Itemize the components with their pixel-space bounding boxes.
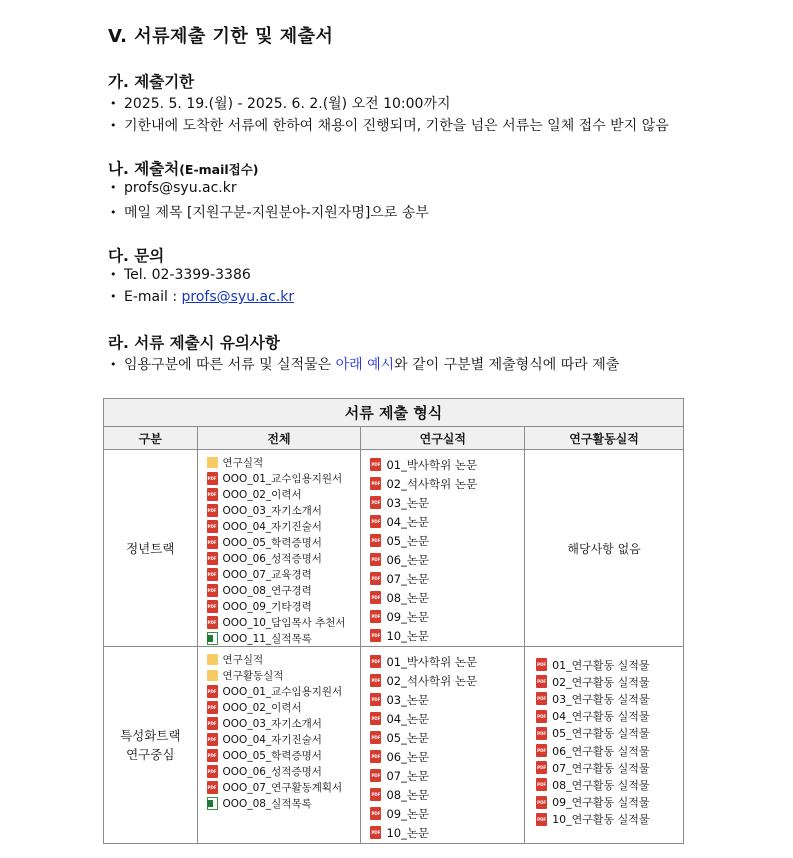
pdf-icon (370, 515, 381, 528)
submission-format-table (103, 398, 684, 844)
file-name: 06_논문 (386, 552, 430, 567)
pdf-icon (370, 807, 381, 820)
file-list-item (207, 747, 361, 763)
pdf-icon (536, 813, 547, 826)
file-list-item (536, 656, 683, 673)
file-list-item (370, 474, 524, 493)
file-name: 02_연구활동 실적물 (552, 675, 650, 689)
pdf-icon (536, 658, 547, 671)
pdf-icon (370, 477, 381, 490)
row-category-cell (104, 450, 198, 647)
header-all: 전체 (197, 427, 361, 450)
file-list-item (207, 651, 361, 667)
file-list-item (536, 673, 683, 690)
header-research: 연구실적 (361, 427, 525, 450)
research-files-cell (361, 450, 525, 647)
submission-heading-suffix: (E-mail접수) (179, 162, 259, 177)
contact-email-link[interactable]: profs@syu.ac.kr (181, 289, 295, 305)
category-tenure-track: 정년트랙 (126, 540, 175, 556)
file-name: 09_연구활동 실적물 (552, 796, 650, 810)
activity-files-cell (525, 647, 684, 844)
pdf-icon (536, 675, 547, 688)
pdf-icon (207, 472, 218, 485)
file-name: 08_논문 (386, 787, 430, 802)
pdf-icon (536, 727, 547, 740)
pdf-icon (370, 712, 381, 725)
file-list-item (207, 614, 361, 630)
pdf-icon (370, 591, 381, 604)
file-name: OOO_09_기타경력 (222, 600, 312, 613)
file-list-item (207, 534, 361, 550)
pdf-icon (207, 616, 218, 629)
file-name: 05_논문 (386, 730, 430, 745)
file-name: 04_논문 (386, 711, 430, 726)
pdf-icon (370, 655, 381, 668)
file-list (361, 450, 524, 645)
pdf-icon (370, 458, 381, 471)
pdf-icon (370, 769, 381, 782)
file-list-item (370, 785, 524, 804)
pdf-icon (207, 765, 218, 778)
file-list-item (207, 763, 361, 779)
file-list-item (536, 759, 683, 776)
file-list-item (207, 486, 361, 502)
folder-icon (207, 670, 218, 681)
pdf-icon (207, 600, 218, 613)
all-files-cell (197, 450, 361, 647)
file-list-item (370, 626, 524, 645)
file-list-item (207, 699, 361, 715)
bullet-dot-icon: • (110, 206, 117, 219)
file-name: 연구실적 (222, 456, 264, 469)
file-name: 연구실적 (222, 653, 264, 666)
activity-cell (525, 450, 684, 647)
file-list-item (207, 502, 361, 518)
file-name: 01_연구활동 실적물 (552, 658, 650, 672)
file-name: 01_박사학위 논문 (386, 654, 478, 669)
submission-heading (108, 157, 259, 179)
notes-bullet (110, 354, 619, 374)
file-name: 10_연구활동 실적물 (552, 813, 650, 827)
pdf-icon (536, 778, 547, 791)
pdf-icon (207, 584, 218, 597)
notes-heading: 라. 서류 제출시 유의사항 (108, 334, 280, 352)
pdf-icon (536, 710, 547, 723)
pdf-icon (207, 685, 218, 698)
file-list-item (370, 766, 524, 785)
file-name: OOO_03_자기소개서 (222, 504, 322, 517)
file-name: OOO_11_실적목록 (222, 632, 312, 645)
file-name: OOO_05_학력증명서 (222, 536, 322, 549)
file-name: 05_연구활동 실적물 (552, 727, 650, 741)
file-list-item (536, 742, 683, 759)
pdf-icon (370, 674, 381, 687)
pdf-icon (370, 731, 381, 744)
pdf-icon (207, 568, 218, 581)
pdf-icon (536, 744, 547, 757)
file-name: OOO_05_학력증명서 (222, 749, 322, 762)
file-list-item (370, 455, 524, 474)
file-name: 07_논문 (386, 571, 430, 586)
contact-tel-text: Tel. 02-3399-3386 (124, 267, 251, 283)
file-name: OOO_08_실적목록 (222, 797, 312, 810)
pdf-icon (207, 717, 218, 730)
pdf-icon (370, 693, 381, 706)
file-name: 09_논문 (386, 609, 430, 624)
bullet-dot-icon: • (110, 181, 117, 194)
file-name: OOO_10_담임목사 추천서 (222, 616, 346, 629)
file-name: 09_논문 (386, 806, 430, 821)
section-title: V. 서류제출 기한 및 제출서 (108, 26, 334, 47)
pdf-icon (207, 488, 218, 501)
file-list-item (370, 531, 524, 550)
file-list-item (370, 607, 524, 626)
deadline-bullet (110, 115, 669, 135)
category-research-focus: 연구중심 (126, 747, 175, 762)
file-list-item (207, 582, 361, 598)
excel-icon (207, 797, 218, 810)
table-caption: 서류 제출 형식 (104, 399, 684, 427)
file-name: 05_논문 (386, 533, 430, 548)
file-list-item (207, 715, 361, 731)
file-name: OOO_08_연구경력 (222, 584, 312, 597)
submission-bullet (110, 202, 429, 222)
header-category: 구분 (104, 427, 198, 450)
file-list-item (536, 811, 683, 828)
pdf-icon (370, 826, 381, 839)
contact-bullet (110, 267, 251, 283)
pdf-icon (207, 701, 218, 714)
file-list-item (370, 652, 524, 671)
file-list-item (207, 550, 361, 566)
file-list-item (207, 779, 361, 795)
bullet-dot-icon: • (110, 268, 117, 281)
pdf-icon (370, 788, 381, 801)
file-list-item (536, 708, 683, 725)
deadline-notice-text: 기한내에 도착한 서류에 한하여 채용이 진행되며, 기한을 넘은 서류는 일체 접수 받지 않음 (124, 118, 669, 134)
pdf-icon (370, 553, 381, 566)
pdf-icon (370, 534, 381, 547)
file-list-item (536, 725, 683, 742)
table-row (104, 647, 684, 844)
file-list-item (370, 709, 524, 728)
file-name: OOO_03_자기소개서 (222, 717, 322, 730)
pdf-icon (370, 629, 381, 642)
submission-email-text: profs@syu.ac.kr (124, 180, 237, 196)
file-list (525, 647, 683, 828)
file-name: 10_논문 (386, 825, 430, 840)
file-list-item (370, 823, 524, 842)
bullet-dot-icon: • (110, 358, 117, 371)
file-list (361, 647, 524, 842)
file-list-item (370, 569, 524, 588)
submission-bullet (110, 180, 237, 196)
file-list-item (207, 683, 361, 699)
file-name: 08_연구활동 실적물 (552, 778, 650, 792)
deadline-heading: 가. 제출기한 (108, 73, 195, 91)
file-name: OOO_01_교수임용지원서 (222, 685, 343, 698)
folder-icon (207, 457, 218, 468)
file-name: 06_연구활동 실적물 (552, 744, 650, 758)
file-list (198, 647, 361, 811)
bullet-dot-icon: • (110, 97, 117, 110)
file-name: 03_논문 (386, 495, 430, 510)
excel-icon (207, 632, 218, 645)
file-list-item (207, 731, 361, 747)
file-list (198, 450, 361, 646)
header-activity: 연구활동실적 (525, 427, 684, 450)
contact-bullet (110, 289, 294, 305)
bullet-dot-icon: • (110, 119, 117, 132)
file-name: 03_논문 (386, 692, 430, 707)
file-name: 연구활동실적 (222, 669, 284, 682)
file-name: 04_연구활동 실적물 (552, 710, 650, 724)
file-list-item (207, 470, 361, 486)
file-name: 10_논문 (386, 628, 430, 643)
file-list-item (207, 518, 361, 534)
file-name: OOO_01_교수임용지원서 (222, 472, 343, 485)
table-header-row (104, 427, 684, 450)
folder-icon (207, 654, 218, 665)
file-name: 04_논문 (386, 514, 430, 529)
file-list-item (536, 794, 683, 811)
file-list-item (536, 776, 683, 793)
pdf-icon (370, 610, 381, 623)
notes-text-pre: 임용구분에 따른 서류 및 실적물은 (124, 357, 336, 373)
contact-email-label: E-mail : (124, 289, 182, 305)
pdf-icon (207, 504, 218, 517)
file-name: OOO_06_성적증명서 (222, 552, 322, 565)
file-list-item (370, 512, 524, 531)
file-list-item (207, 667, 361, 683)
file-list-item (207, 598, 361, 614)
contact-heading: 다. 문의 (108, 247, 165, 265)
file-name: 08_논문 (386, 590, 430, 605)
category-specialized-track: 특성화트랙 (120, 728, 181, 743)
file-list-item (370, 804, 524, 823)
file-list-item (370, 747, 524, 766)
file-list-item (370, 588, 524, 607)
file-name: OOO_07_연구활동계획서 (222, 781, 343, 794)
pdf-icon (536, 796, 547, 809)
file-name: OOO_02_이력서 (222, 488, 302, 501)
pdf-icon (207, 733, 218, 746)
pdf-icon (370, 572, 381, 585)
file-name: 03_연구활동 실적물 (552, 692, 650, 706)
notes-text-highlight: 아래 예시 (335, 357, 395, 373)
file-list-item (207, 795, 361, 811)
file-name: OOO_04_자기진술서 (222, 520, 322, 533)
submission-subject-text: 메일 제목 [지원구분-지원분야-지원자명]으로 송부 (124, 205, 429, 221)
file-list-item (536, 690, 683, 707)
file-list-item (370, 493, 524, 512)
pdf-icon (536, 692, 547, 705)
file-name: OOO_04_자기진술서 (222, 733, 322, 746)
file-name: 07_연구활동 실적물 (552, 761, 650, 775)
pdf-icon (207, 536, 218, 549)
submission-heading-text: 나. 제출처 (108, 160, 180, 178)
file-list-item (370, 550, 524, 569)
pdf-icon (536, 761, 547, 774)
pdf-icon (207, 520, 218, 533)
pdf-icon (207, 749, 218, 762)
pdf-icon (370, 750, 381, 763)
bullet-dot-icon: • (110, 290, 117, 303)
deadline-period-text: 2025. 5. 19.(월) - 2025. 6. 2.(월) 오전 10:00까지 (124, 96, 451, 112)
file-list-item (207, 566, 361, 582)
deadline-bullet (110, 93, 451, 113)
file-list-item (207, 630, 361, 646)
file-list-item (370, 728, 524, 747)
file-name: OOO_07_교육경력 (222, 568, 312, 581)
file-list-item (370, 690, 524, 709)
pdf-icon (207, 552, 218, 565)
file-list-item (370, 671, 524, 690)
file-name: 06_논문 (386, 749, 430, 764)
file-name: 02_석사학위 논문 (386, 673, 478, 688)
pdf-icon (207, 781, 218, 794)
file-name: 01_박사학위 논문 (386, 457, 478, 472)
file-name: OOO_06_성적증명서 (222, 765, 322, 778)
pdf-icon (370, 496, 381, 509)
file-name: 02_석사학위 논문 (386, 476, 478, 491)
all-files-cell (197, 647, 361, 844)
file-name: 07_논문 (386, 768, 430, 783)
row-category-cell (104, 647, 198, 844)
research-files-cell (361, 647, 525, 844)
file-list-item (207, 454, 361, 470)
no-activity-text: 해당사항 없음 (567, 541, 641, 556)
table-row (104, 450, 684, 647)
notes-text-post: 와 같이 구분별 제출형식에 따라 제출 (394, 357, 620, 373)
file-name: OOO_02_이력서 (222, 701, 302, 714)
